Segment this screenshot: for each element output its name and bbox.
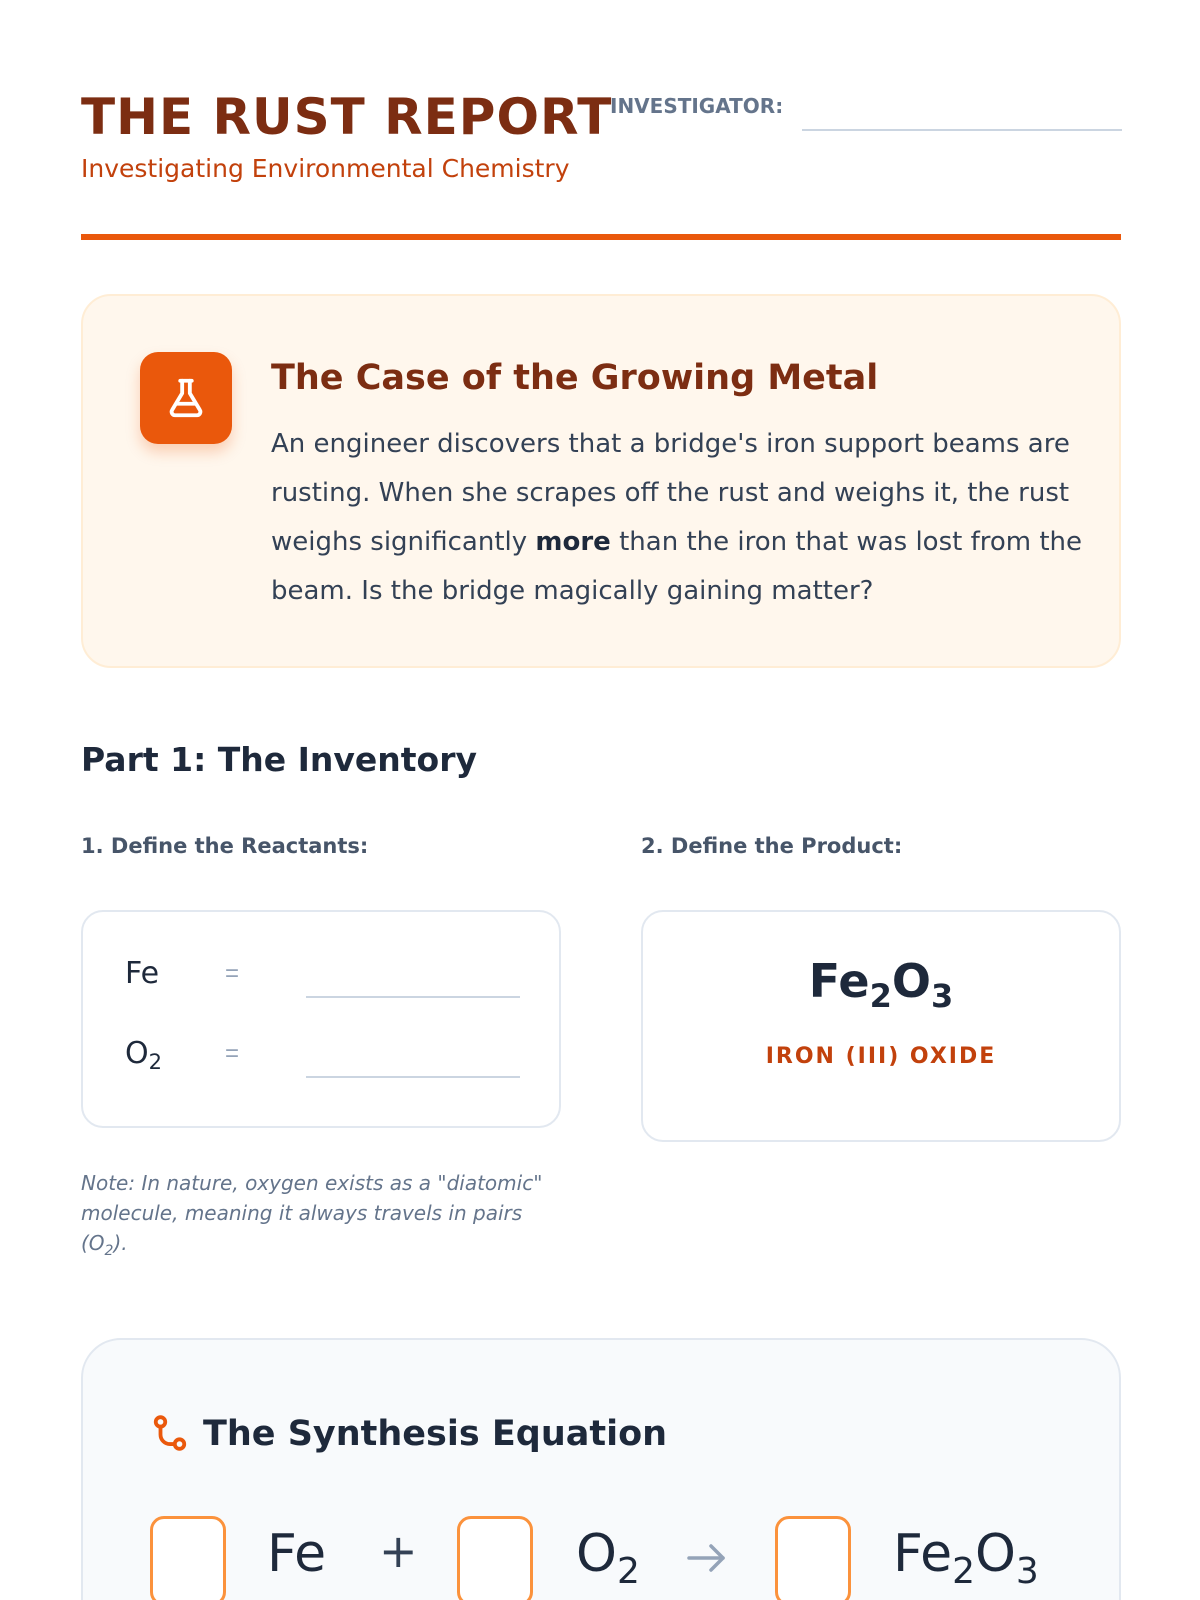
report-header <box>81 88 1121 188</box>
reactant-row-o2 <box>83 1030 559 1080</box>
reactant-row-fe <box>83 950 559 1000</box>
reactant-symbol: $O_2$ <box>125 1036 162 1074</box>
route-icon <box>151 1414 189 1452</box>
reactants-box <box>81 910 561 1128</box>
equation-term-fe2o3: $Fe_2O_3$ <box>893 1524 1039 1592</box>
page-subtitle: Investigating Environmental Chemistry <box>81 154 570 183</box>
header-divider <box>81 234 1121 240</box>
coefficient-input-fe[interactable] <box>150 1516 226 1600</box>
page-title: THE RUST REPORT <box>81 88 613 146</box>
equals-sign: = <box>225 1040 240 1067</box>
reactant-fe-answer-field[interactable] <box>306 996 520 998</box>
synthesis-title: The Synthesis Equation <box>203 1414 668 1454</box>
case-card <box>81 294 1121 668</box>
case-text-emphasis: more <box>535 527 611 557</box>
equation-term-o2: $O_2$ <box>576 1524 640 1592</box>
part1-heading: Part 1: The Inventory <box>81 740 478 779</box>
case-description <box>271 420 1091 616</box>
case-text-end: than the iron that was lost from the beam. Is the bridge magically gaining matter? <box>271 527 1083 606</box>
product-formula: $Fe_2O_3$ <box>808 954 954 1015</box>
flask-icon <box>140 352 232 444</box>
reactant-symbol: Fe <box>125 956 160 991</box>
diatomic-note: Note: In nature, oxygen exists as a "diatomic" molecule, meaning it always travels in pairs $(O_2)$. <box>81 1171 543 1259</box>
equation-term-fe: Fe <box>267 1524 327 1584</box>
product-label: 2. Define the Product: <box>641 834 903 858</box>
investigator-label: INVESTIGATOR: <box>610 94 784 118</box>
case-title: The Case of the Growing Metal <box>271 358 879 398</box>
reactant-o2-answer-field[interactable] <box>306 1076 520 1078</box>
synthesis-card <box>81 1338 1121 1600</box>
product-box <box>641 910 1121 1142</box>
plus-sign: + <box>379 1524 418 1578</box>
equals-sign: = <box>225 960 240 987</box>
investigator-name-field[interactable] <box>802 129 1122 131</box>
product-name: IRON (III) OXIDE <box>765 1044 997 1069</box>
coefficient-input-fe2o3[interactable] <box>775 1516 851 1600</box>
reactants-label: 1. Define the Reactants: <box>81 834 369 858</box>
coefficient-input-o2[interactable] <box>457 1516 533 1600</box>
arrow-right-icon <box>685 1540 729 1576</box>
case-text-start: An engineer discovers that a bridge's iron support beams are rusting. When she scrapes off the rust and weighs it, the rust weighs significantly <box>271 429 1070 557</box>
